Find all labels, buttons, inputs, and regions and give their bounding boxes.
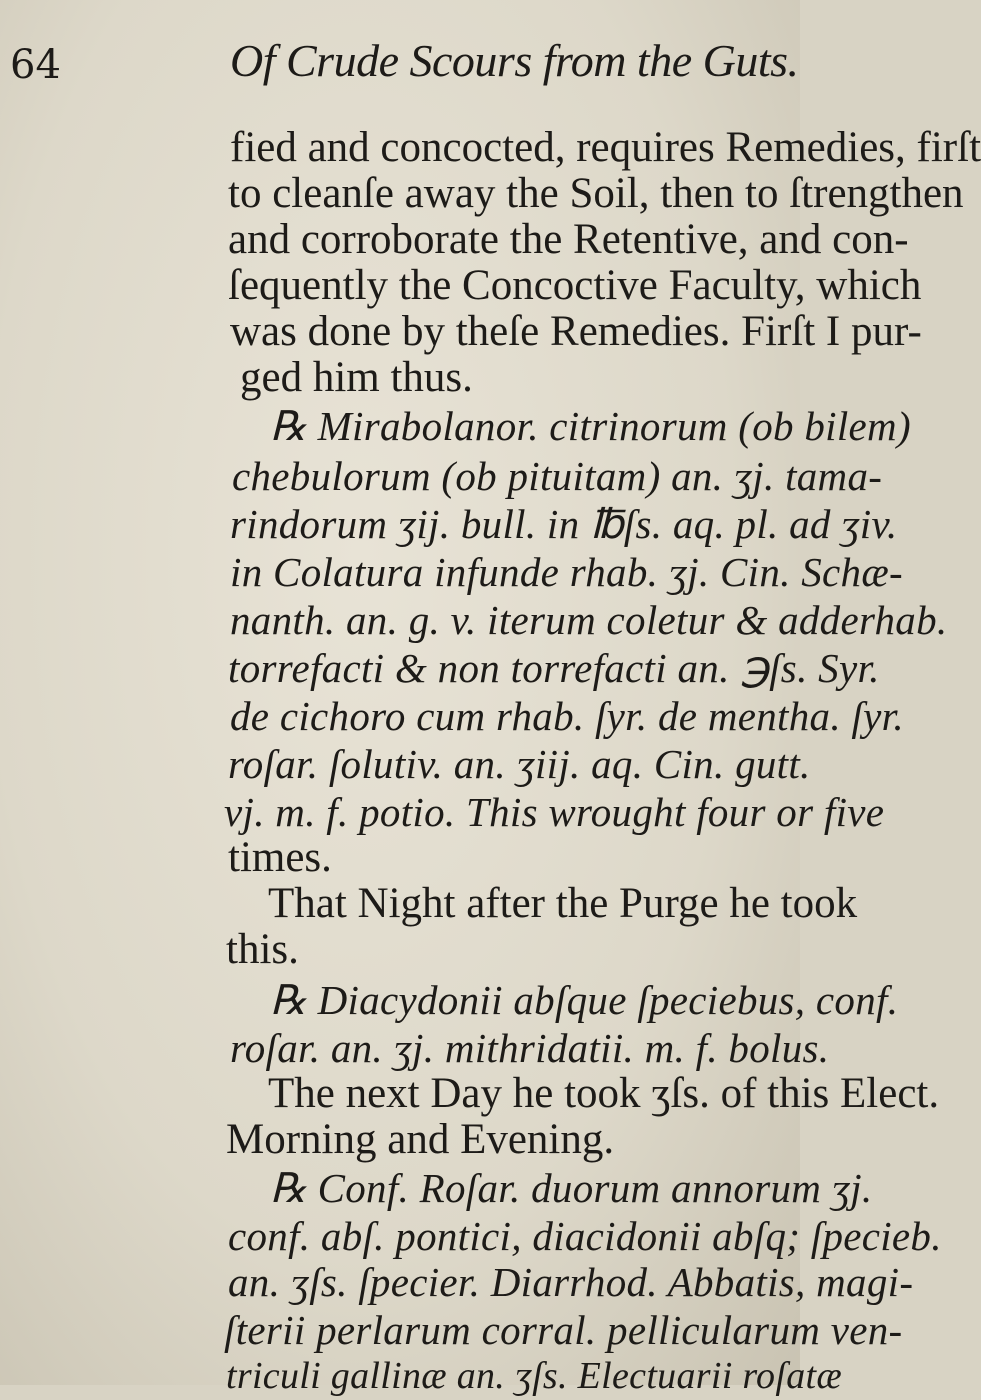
text-line: vj. m. f. potio. This wrought four or five — [224, 789, 885, 835]
text-line: times. — [228, 834, 332, 881]
text-line: That Night after the Purge he took — [268, 880, 858, 927]
text-line: ℞ Diacydonii abſque ſpeciebus, conf. — [270, 977, 899, 1023]
text-line: chebulorum (ob pituitam) an. ʒj. tama- — [232, 453, 883, 499]
text-line: ſterii perlarum corral. pellicularum ven- — [224, 1307, 903, 1353]
text-line: and corroborate the Retentive, and con- — [228, 216, 909, 263]
text-line: de cichoro cum rhab. ſyr. de mentha. ſyr. — [230, 693, 904, 739]
text-line: ſequently the Concoctive Faculty, which — [228, 262, 922, 309]
text-line: ℞ Mirabolanor. citrinorum (ob bilem) — [270, 403, 911, 449]
text-line: was done by theſe Remedies. Firſt I pur- — [230, 308, 922, 355]
text-line: ged him thus. — [240, 354, 473, 401]
text-line: in Colatura infunde rhab. ʒj. Cin. Schæ- — [230, 549, 903, 595]
text-line: torrefacti & non torrefacti an. ℈ſs. Syr. — [228, 645, 880, 691]
text-line: fied and concocted, requires Remedies, firſt — [230, 124, 981, 171]
text-line: triculi gallinæ an. ʒſs. Electuarii roſatæ — [226, 1355, 843, 1397]
text-line: conf. abſ. pontici, diacidonii abſq; ſpecieb. — [228, 1213, 942, 1259]
text-line: an. ʒſs. ſpecier. Diarrhod. Abbatis, magi- — [228, 1259, 914, 1305]
text-line: to cleanſe away the Soil, then to ſtrengthen — [228, 170, 964, 217]
page-number: 64 — [10, 42, 61, 88]
text-line: nanth. an. g. v. iterum coletur & adderhab. — [230, 597, 948, 643]
text-line: this. — [226, 926, 299, 973]
text-line: roſar. ſolutiv. an. ʒiij. aq. Cin. gutt. — [228, 741, 811, 787]
text-line: Morning and Evening. — [226, 1116, 615, 1163]
text-line: ℞ Conf. Roſar. duorum annorum ʒj. — [270, 1165, 873, 1211]
text-line: The next Day he took ʒſs. of this Elect. — [268, 1070, 940, 1117]
text-line: rindorum ʒij. bull. in ℔ſs. aq. pl. ad ʒiv. — [230, 501, 898, 547]
running-head: Of Crude Scours from the Guts. — [230, 35, 799, 86]
text-line: roſar. an. ʒj. mithridatii. m. f. bolus. — [230, 1025, 830, 1071]
